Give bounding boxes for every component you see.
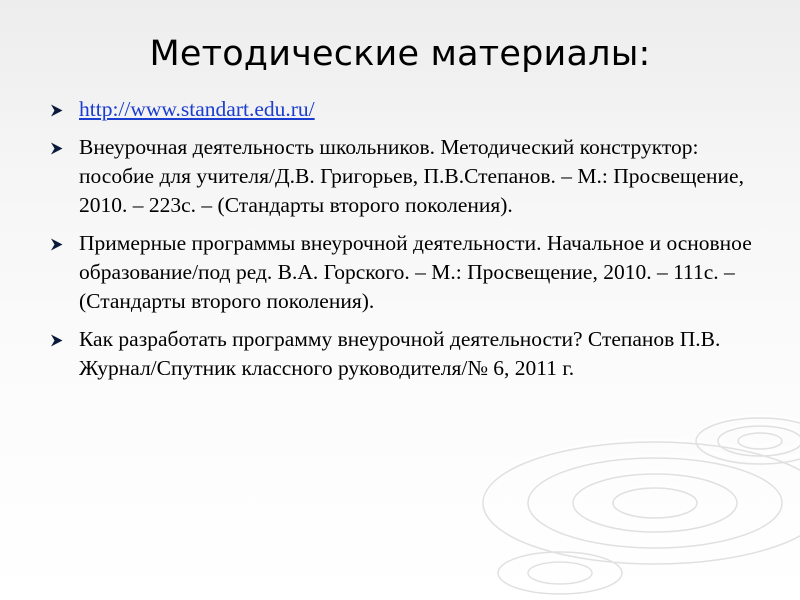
arrowhead-bullet-icon: [50, 238, 63, 251]
standart-edu-link[interactable]: http://www.standart.edu.ru/: [79, 97, 315, 121]
arrowhead-bullet-icon: [50, 104, 63, 117]
slide-title: Методические материалы:: [149, 34, 651, 74]
arrowhead-bullet-icon: [50, 334, 63, 347]
bullet-item-book-2: [50, 229, 765, 316]
bullet-list: [50, 95, 765, 392]
bullet-text: Как разработать программу внеурочной деятельности? Степанов П.В. Журнал/Спутник классного руководителя/№ 6, 2011 г.: [79, 327, 721, 380]
bullet-item-book-1: [50, 133, 765, 220]
bullet-text: Примерные программы внеурочной деятельности. Начальное и основное образование/под ред. В.А. Горского. – М.: Просвещение, 2010. – 111с. – (Стандарты второго поколения).: [79, 231, 752, 313]
bullet-text: Внеурочная деятельность школьников. Методический конструктор: пособие для учителя/Д.В. Григорьев, П.В.Степанов. – М.: Просвещение, 2010. – 223с. – (Стандарты второго поколения).: [79, 135, 744, 217]
bullet-item-article: [50, 325, 765, 383]
arrowhead-bullet-icon: [50, 142, 63, 155]
bullet-item-link: [50, 95, 765, 124]
